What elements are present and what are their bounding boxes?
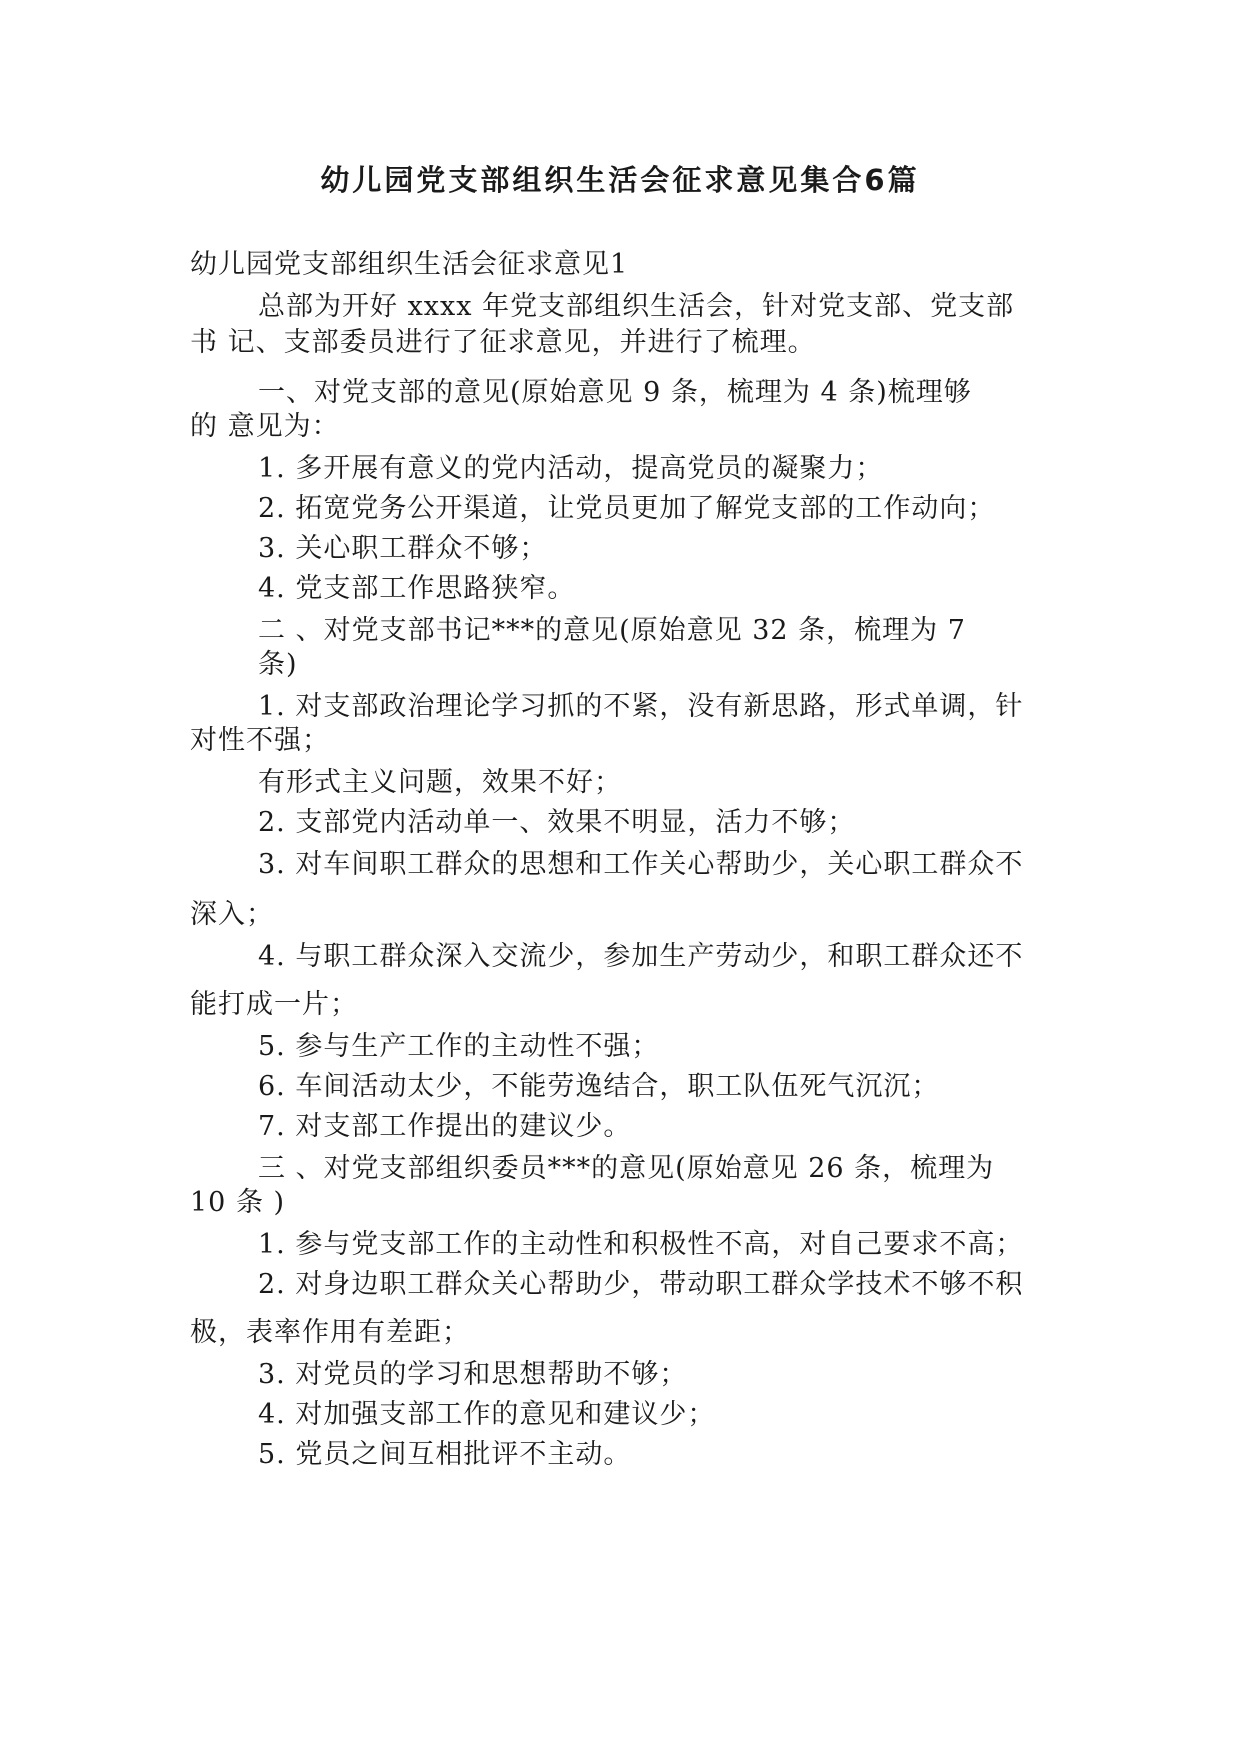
section-heading: 幼儿园党支部组织生活会征求意见1 <box>190 249 629 280</box>
list-item: 7. 对支部工作提出的建议少。 <box>258 1111 632 1142</box>
list-item: 1. 对支部政治理论学习抓的不紧，没有新思路，形式单调，针 <box>258 691 1024 722</box>
list-item: 3. 对车间职工群众的思想和工作关心帮助少，关心职工群众不 <box>258 849 1024 880</box>
list-item: 4. 对加强支部工作的意见和建议少； <box>258 1399 716 1430</box>
paragraph-line: 总部为开好 xxxx 年党支部组织生活会，针对党支部、党支部 <box>258 291 1015 322</box>
document-title: 幼儿园党支部组织生活会征求意见集合6篇 <box>320 163 920 197</box>
list-item: 1. 参与党支部工作的主动性和积极性不高，对自己要求不高； <box>258 1229 1024 1260</box>
list-item: 3. 关心职工群众不够； <box>258 533 548 564</box>
paragraph-line: 三 、对党支部组织委员***的意见(原始意见 26 条，梳理为 <box>258 1153 995 1184</box>
list-item: 5. 参与生产工作的主动性不强； <box>258 1031 660 1062</box>
list-item: 能打成一片； <box>190 989 358 1020</box>
paragraph-line: 有形式主义问题，效果不好； <box>258 767 622 798</box>
paragraph-line: 条) <box>258 649 298 680</box>
list-item: 深入； <box>190 899 274 930</box>
paragraph-line: 一、对党支部的意见(原始意见 9 条，梳理为 4 条)梳理够 <box>258 377 972 408</box>
paragraph-line: 的 意见为： <box>190 411 340 442</box>
list-item: 极，表率作用有差距； <box>190 1317 470 1348</box>
list-item: 6. 车间活动太少，不能劳逸结合，职工队伍死气沉沉； <box>258 1071 940 1102</box>
list-item: 2. 拓宽党务公开渠道，让党员更加了解党支部的工作动向； <box>258 493 996 524</box>
list-item: 2. 对身边职工群众关心帮助少，带动职工群众学技术不够不积 <box>258 1269 1024 1300</box>
list-item: 4. 党支部工作思路狭窄。 <box>258 573 576 604</box>
list-item: 3. 对党员的学习和思想帮助不够； <box>258 1359 688 1390</box>
list-item: 5. 党员之间互相批评不主动。 <box>258 1439 632 1470</box>
paragraph-line: 10 条 ) <box>190 1187 286 1218</box>
list-item: 4. 与职工群众深入交流少，参加生产劳动少，和职工群众还不 <box>258 941 1024 972</box>
paragraph-line: 书 记、支部委员进行了征求意见，并进行了梳理。 <box>190 327 816 358</box>
list-item: 1. 多开展有意义的党内活动，提高党员的凝聚力； <box>258 453 884 484</box>
paragraph-line: 二 、对党支部书记***的意见(原始意见 32 条，梳理为 7 <box>258 615 966 646</box>
list-item: 对性不强； <box>190 725 330 756</box>
list-item: 2. 支部党内活动单一、效果不明显，活力不够； <box>258 807 856 838</box>
